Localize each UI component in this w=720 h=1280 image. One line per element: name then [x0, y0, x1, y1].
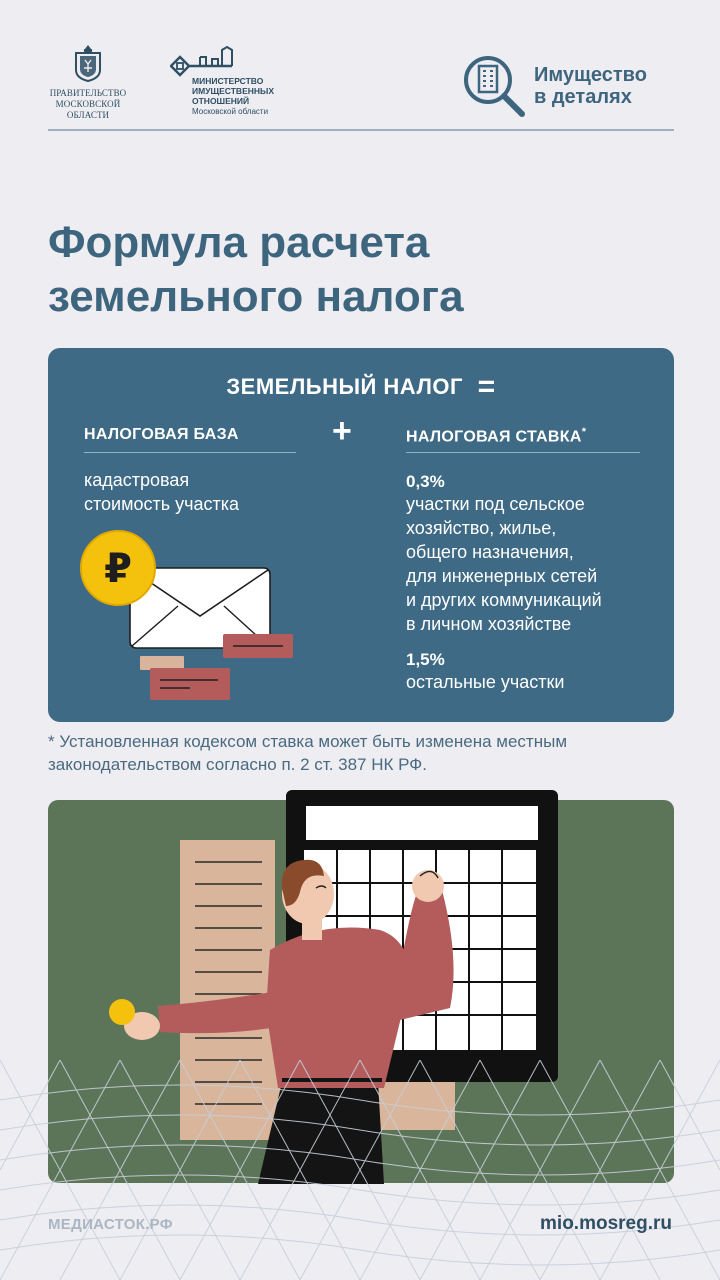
brand-title-line: Имущество: [534, 64, 647, 86]
chat-bubble-icon: [150, 668, 230, 700]
formula-heading: [48, 370, 674, 404]
rate-desc-line: для инженерных сетей: [406, 566, 598, 586]
footnote: [48, 730, 688, 776]
gov-text-line: ОБЛАСТИ: [66, 110, 110, 120]
ministry-title-line: ОТНОШЕНИЙ: [192, 96, 250, 106]
magnifier-building-icon: [462, 54, 528, 120]
ministry-title-line: МИНИСТЕРСТВО: [192, 76, 264, 86]
ministry-subtitle: Московской области: [192, 107, 269, 116]
rate-description-0: [406, 492, 656, 636]
tax-base-heading: НАЛОГОВАЯ БАЗА: [84, 426, 239, 443]
gov-text-line: ПРАВИТЕЛЬСТВО: [49, 88, 127, 98]
tax-base-divider: [84, 452, 296, 453]
note-bar: [140, 656, 184, 670]
ministry-title-line: ИМУЩЕСТВЕННЫХ: [192, 86, 275, 96]
formula-heading-text: ЗЕМЕЛЬНЫЙ НАЛОГ: [226, 374, 463, 399]
government-logo: [48, 44, 128, 121]
rate-percent-1: 1,5%: [406, 650, 445, 669]
mesh-pattern: [0, 1060, 720, 1280]
rate-desc-line: хозяйство, жилье,: [406, 518, 557, 538]
gov-text-line: МОСКОВСКОЙ: [55, 99, 121, 109]
tax-rate-heading-text: НАЛОГОВАЯ СТАВКА: [406, 428, 582, 446]
tax-base-desc-line: кадастровая: [84, 470, 190, 490]
page-title: [48, 216, 678, 324]
footnote-mark: *: [581, 426, 587, 438]
brand-title-line: в деталях: [534, 86, 632, 108]
equals-sign: =: [477, 370, 496, 403]
envelope-coin-illustration: [78, 530, 298, 705]
rate-desc-line: общего назначения,: [406, 542, 574, 562]
page-title-line: Формула расчета: [48, 218, 430, 267]
footer-source: МЕДИАСТОК.РФ: [48, 1216, 173, 1233]
footnote-line: законодательством согласно п. 2 ст. 387 НК РФ.: [48, 755, 427, 774]
chat-bubble-icon: [223, 634, 293, 658]
footnote-line: * Установленная кодексом ставка может быть изменена местным: [48, 732, 568, 751]
brand-logo: [462, 54, 682, 120]
formula-card: [48, 348, 674, 722]
rate-percent-0: 0,3%: [406, 472, 445, 491]
rate-desc-line: и других коммуникаций: [406, 590, 602, 610]
rate-desc-line: остальные участки: [406, 672, 565, 692]
rate-desc-line: участки под сельское: [406, 494, 585, 514]
ruble-symbol: ₽: [104, 546, 132, 592]
tax-rate-divider: [406, 452, 640, 453]
rate-description-1: [406, 670, 656, 694]
ministry-logo: [170, 46, 310, 118]
key-house-icon: [170, 46, 234, 78]
tax-base-description: [84, 468, 314, 516]
coat-of-arms-icon: [73, 44, 103, 82]
plus-sign: +: [332, 412, 352, 450]
coin-icon: [109, 999, 135, 1025]
footer-website-link[interactable]: mio.mosreg.ru: [540, 1213, 672, 1234]
page-title-line: земельного налога: [48, 272, 464, 321]
tax-rate-heading: [406, 426, 586, 446]
tax-base-desc-line: стоимость участка: [84, 494, 240, 514]
rate-desc-line: в личном хозяйстве: [406, 614, 572, 634]
header-divider: [48, 129, 674, 131]
